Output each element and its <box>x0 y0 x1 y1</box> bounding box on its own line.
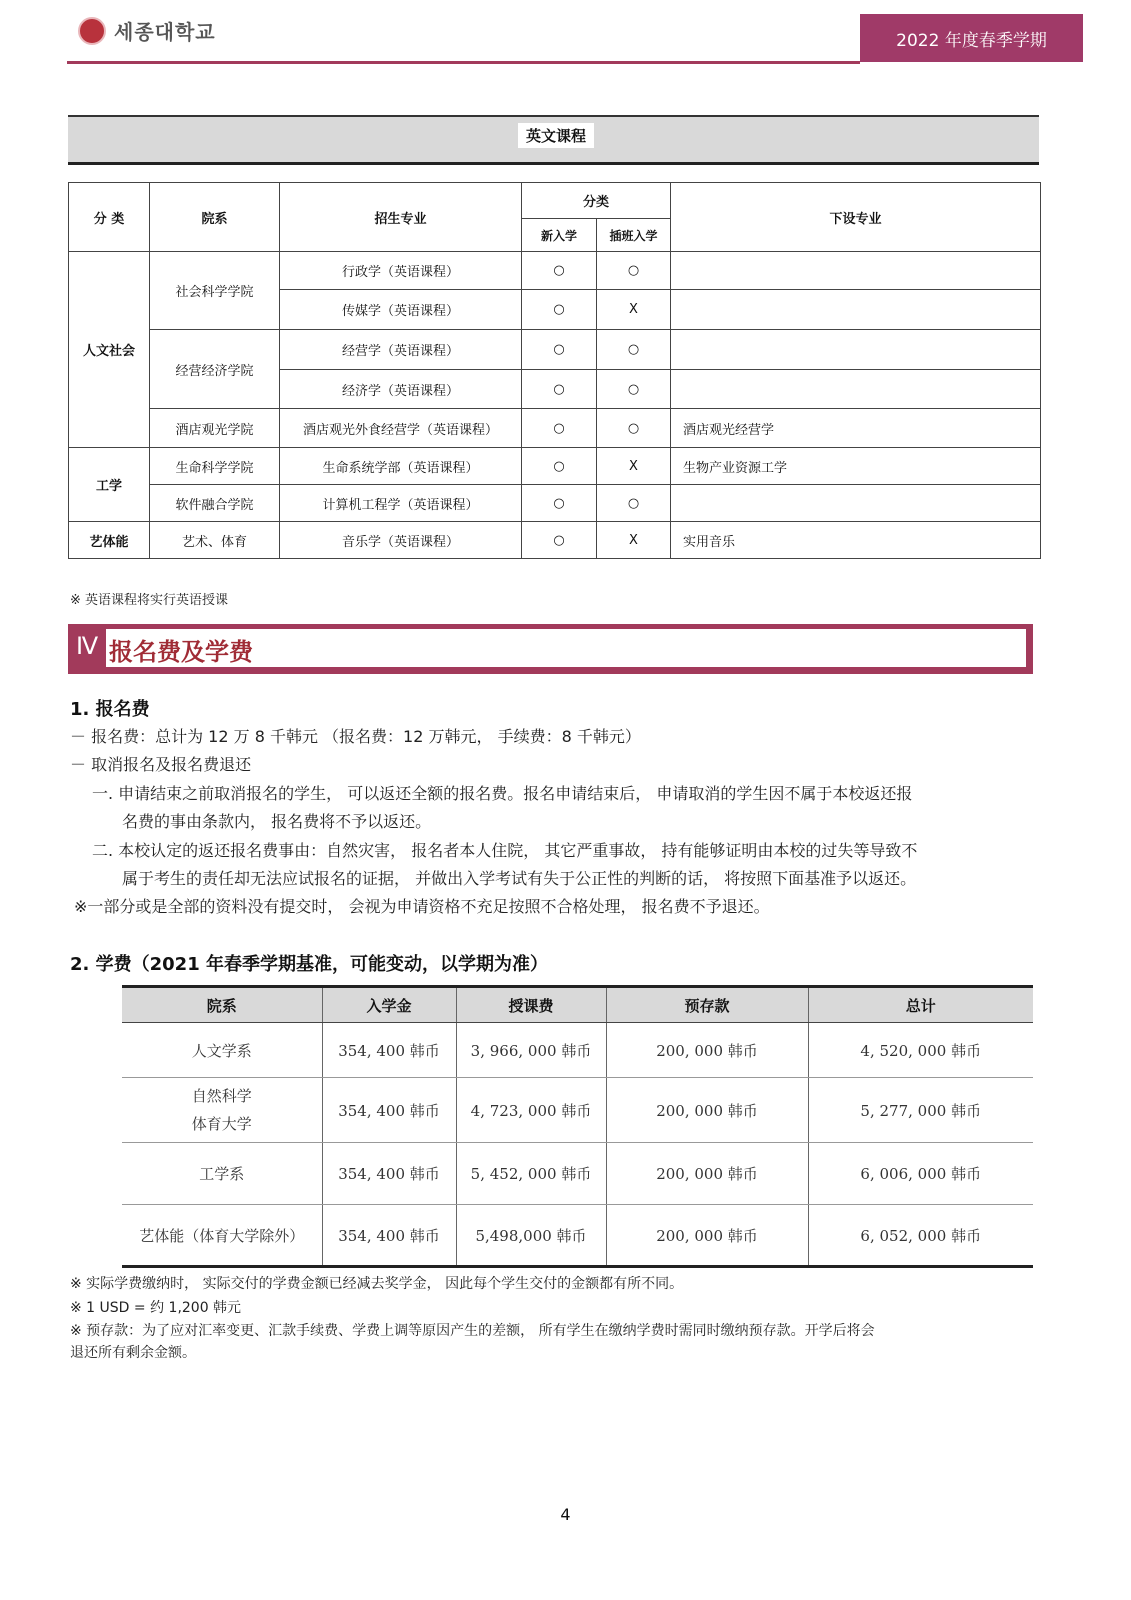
refund-item-2: 二. 本校认定的返还报名费事由：自然灾害， 报名者本人住院， 其它严重事故， 持有能够证明由本校的过失等导致不 <box>92 841 918 860</box>
tuition-header-row <box>122 987 1033 1023</box>
course-banner <box>68 115 1039 165</box>
header-divider <box>67 61 860 64</box>
sub-major-cell <box>671 330 1041 370</box>
transfer-mark: ○ <box>597 409 671 448</box>
refund-item-2-cont: 属于考生的责任却无法应试报名的证据， 并做出入学考试有失于公正性的判断的话， 将按照下面基准予以返还。 <box>122 869 917 888</box>
new-entry-mark: ○ <box>522 290 597 330</box>
dept-cell: 人文学系 <box>122 1023 322 1078</box>
lecture-fee-cell: 4, 723, 000 韩币 <box>456 1078 606 1143</box>
group-arts: 艺体能 <box>69 522 150 559</box>
table-row <box>122 1143 1033 1205</box>
dept-cell: 艺体能（体育大学除外） <box>122 1205 322 1267</box>
sub-major-cell: 生物产业资源工学 <box>671 448 1041 485</box>
group-humanities: 人文社会 <box>69 252 150 448</box>
table-row <box>69 252 1041 290</box>
transfer-mark: X <box>597 448 671 485</box>
tuition-note-deposit-cont: 退还所有剩余金额。 <box>70 1345 196 1361</box>
table-row <box>69 409 1041 448</box>
header-college: 院系 <box>150 183 280 252</box>
entrance-fee-cell: 354, 400 韩币 <box>322 1205 456 1267</box>
college-business: 经营经济学院 <box>150 330 280 409</box>
university-seal-icon <box>78 17 106 45</box>
transfer-mark: X <box>597 290 671 330</box>
lecture-fee-cell: 3, 966, 000 韩币 <box>456 1023 606 1078</box>
transfer-mark: X <box>597 522 671 559</box>
semester-tab: 2022 年度春季学期 <box>860 14 1083 62</box>
table-row <box>122 1023 1033 1078</box>
tuition-note-deposit: ※ 预存款：为了应对汇率变更、汇款手续费、学费上调等原因产生的差额， 所有学生在缴纳学费时需同时缴纳预存款。开学后将会 <box>70 1323 875 1339</box>
refund-note: ※一部分或是全部的资料没有提交时， 会视为申请资格不充足按照不合格处理， 报名费不予退还。 <box>74 897 770 916</box>
table-row <box>69 448 1041 485</box>
application-fee-line: － 报名费：总计为 12 万 8 千韩元 （报名费：12 万韩元， 手续费：8 千韩元） <box>70 727 641 746</box>
section-number: Ⅳ <box>76 632 99 660</box>
major-cell: 经济学（英语课程） <box>280 370 522 409</box>
major-cell: 计算机工程学（英语课程） <box>280 485 522 522</box>
college-life-science: 生命科学学院 <box>150 448 280 485</box>
university-logo <box>78 16 216 45</box>
new-entry-mark: ○ <box>522 485 597 522</box>
major-cell: 传媒学（英语课程） <box>280 290 522 330</box>
header-transfer: 插班入学 <box>597 219 671 252</box>
application-fee-heading: 1. 报名费 <box>70 699 150 720</box>
deposit-cell: 200, 000 韩币 <box>606 1078 808 1143</box>
table-row <box>69 522 1041 559</box>
tuition-heading: 2. 学费（2021 年春季学期基准，可能变动，以学期为准） <box>70 954 548 975</box>
refund-item-1-cont: 名费的事由条款内， 报名费将不予以返还。 <box>122 812 432 831</box>
transfer-mark: ○ <box>597 370 671 409</box>
course-table <box>68 182 1041 559</box>
tuition-note-exchange: ※ 1 USD = 约 1,200 韩元 <box>70 1300 242 1316</box>
total-cell: 4, 520, 000 韩币 <box>808 1023 1033 1078</box>
tuition-header-total: 总计 <box>808 987 1033 1023</box>
table-row <box>69 485 1041 522</box>
university-name: 세종대학교 <box>114 20 216 44</box>
entrance-fee-cell: 354, 400 韩币 <box>322 1023 456 1078</box>
lecture-fee-cell: 5, 452, 000 韩币 <box>456 1143 606 1205</box>
header-new-entry: 新入学 <box>522 219 597 252</box>
tuition-header-dept: 院系 <box>122 987 322 1023</box>
refund-item-1: 一. 申请结束之前取消报名的学生， 可以返还全额的报名费。报名申请结束后， 申请取消的学生因不属于本校返还报 <box>92 784 913 803</box>
deposit-cell: 200, 000 韩币 <box>606 1143 808 1205</box>
new-entry-mark: ○ <box>522 409 597 448</box>
tuition-table <box>122 985 1033 1268</box>
dept-line: 体育大学 <box>191 1115 252 1133</box>
sub-major-cell <box>671 290 1041 330</box>
course-banner-title: 英文课程 <box>518 123 594 148</box>
total-cell: 6, 006, 000 韩币 <box>808 1143 1033 1205</box>
new-entry-mark: ○ <box>522 522 597 559</box>
entrance-fee-cell: 354, 400 韩币 <box>322 1143 456 1205</box>
deposit-cell: 200, 000 韩币 <box>606 1205 808 1267</box>
total-cell: 5, 277, 000 韩币 <box>808 1078 1033 1143</box>
section-title-box <box>106 629 1026 667</box>
table-row <box>69 330 1041 370</box>
major-cell: 行政学（英语课程） <box>280 252 522 290</box>
new-entry-mark: ○ <box>522 448 597 485</box>
sub-major-cell <box>671 252 1041 290</box>
new-entry-mark: ○ <box>522 330 597 370</box>
transfer-mark: ○ <box>597 330 671 370</box>
table-row <box>122 1205 1033 1267</box>
group-engineering: 工学 <box>69 448 150 522</box>
college-software: 软件融合学院 <box>150 485 280 522</box>
total-cell: 6, 052, 000 韩币 <box>808 1205 1033 1267</box>
transfer-mark: ○ <box>597 252 671 290</box>
tuition-note-scholarship: ※ 实际学费缴纳时， 实际交付的学费金额已经减去奖学金， 因此每个学生交付的金额都有所不同。 <box>70 1276 684 1292</box>
dept-cell <box>122 1078 322 1143</box>
new-entry-mark: ○ <box>522 370 597 409</box>
header-sub-major: 下设专业 <box>671 183 1041 252</box>
college-arts-sports: 艺术、体育 <box>150 522 280 559</box>
transfer-mark: ○ <box>597 485 671 522</box>
table-row <box>122 1078 1033 1143</box>
sub-major-cell: 酒店观光经营学 <box>671 409 1041 448</box>
college-hotel: 酒店观光学院 <box>150 409 280 448</box>
header-type: 分类 <box>522 183 671 219</box>
course-note: ※ 英语课程将实行英语授课 <box>70 593 229 608</box>
entrance-fee-cell: 354, 400 韩币 <box>322 1078 456 1143</box>
tuition-header-entrance: 入学金 <box>322 987 456 1023</box>
tuition-header-deposit: 预存款 <box>606 987 808 1023</box>
major-cell: 音乐学（英语课程） <box>280 522 522 559</box>
dept-cell: 工学系 <box>122 1143 322 1205</box>
lecture-fee-cell: 5,498,000 韩币 <box>456 1205 606 1267</box>
sub-major-cell <box>671 485 1041 522</box>
major-cell: 酒店观光外食经营学（英语课程） <box>280 409 522 448</box>
major-cell: 生命系统学部（英语课程） <box>280 448 522 485</box>
header-major: 招生专业 <box>280 183 522 252</box>
tuition-header-lecture: 授课费 <box>456 987 606 1023</box>
new-entry-mark: ○ <box>522 252 597 290</box>
refund-heading: － 取消报名及报名费退还 <box>70 755 252 774</box>
deposit-cell: 200, 000 韩币 <box>606 1023 808 1078</box>
section-title: 报名费及学费 <box>109 637 253 666</box>
sub-major-cell <box>671 370 1041 409</box>
section-banner <box>68 624 1033 674</box>
sub-major-cell: 实用音乐 <box>671 522 1041 559</box>
header-category: 分 类 <box>69 183 150 252</box>
major-cell: 经营学（英语课程） <box>280 330 522 370</box>
college-social-science: 社会科学学院 <box>150 252 280 330</box>
dept-line: 自然科学 <box>191 1087 252 1105</box>
page-number: 4 <box>560 1505 571 1524</box>
